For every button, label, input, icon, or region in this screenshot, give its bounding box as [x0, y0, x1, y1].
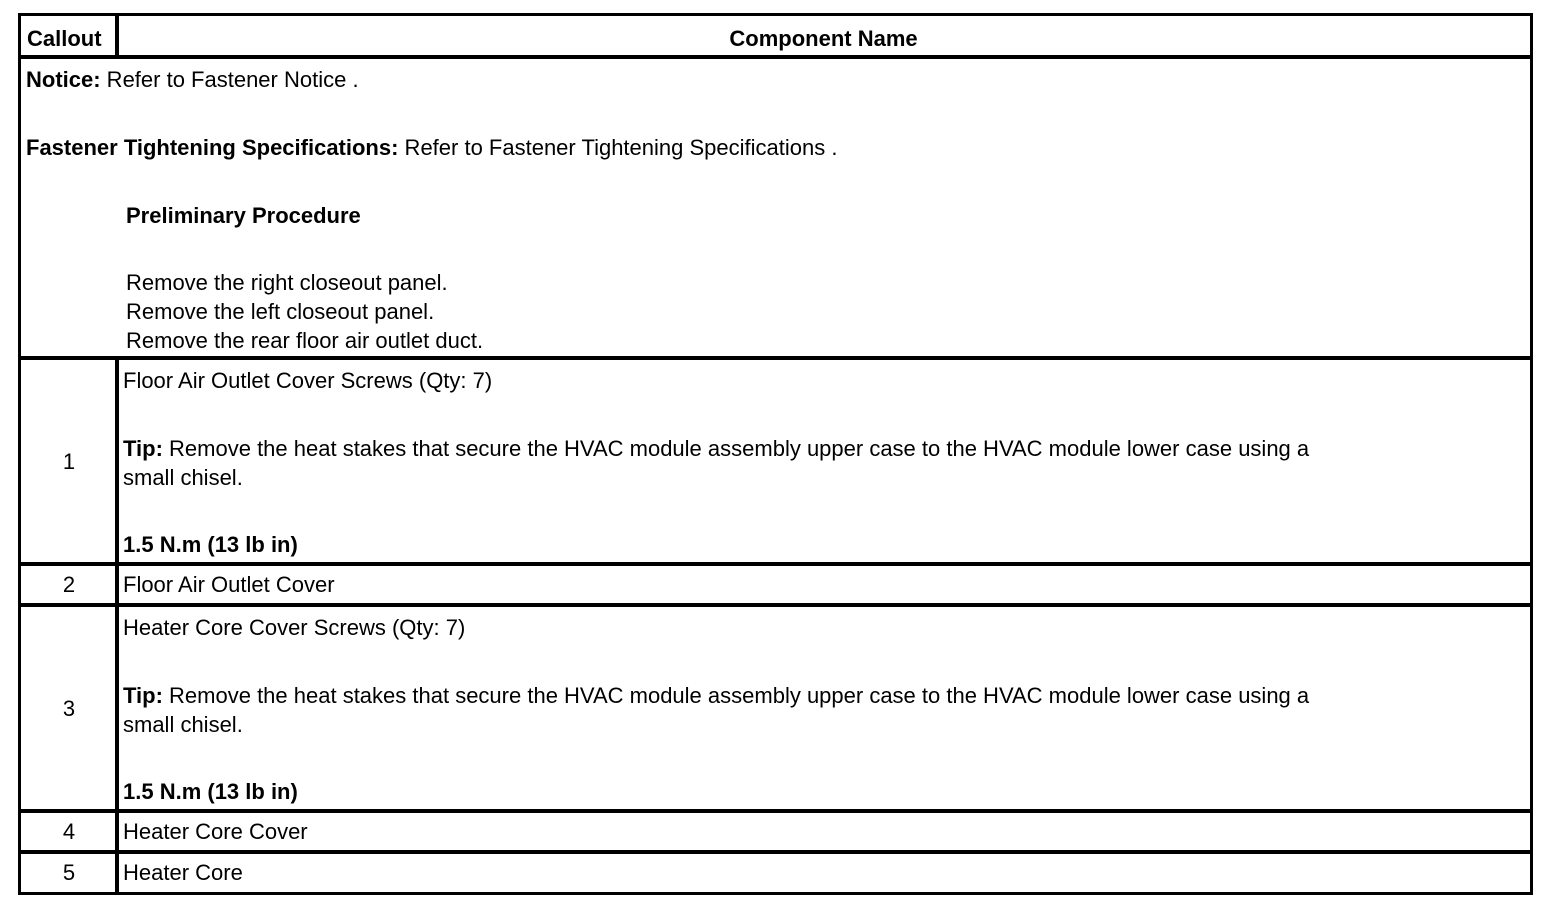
preliminary-step: Remove the left closeout panel. [126, 299, 435, 324]
intro-block [21, 59, 1530, 356]
tip-line [123, 681, 1309, 710]
header-callout: Callout [27, 26, 102, 51]
torque-spec: 1.5 N.m (13 lb in) [123, 779, 298, 804]
notice-line [26, 65, 359, 94]
callout-number: 5 [62, 860, 76, 885]
component-name: Floor Air Outlet Cover Screws (Qty: 7) [123, 368, 493, 393]
component-name: Floor Air Outlet Cover [123, 572, 335, 597]
callout-number: 4 [62, 819, 76, 844]
tip-text: Remove the heat stakes that secure the HVAC module assembly upper case to the HVAC module lower case using a [162, 436, 1310, 461]
tip-text-continued: small chisel. [123, 712, 243, 737]
column-divider [115, 854, 119, 892]
table-row [21, 854, 1530, 892]
preliminary-step: Remove the right closeout panel. [126, 270, 448, 295]
tip-line [123, 434, 1309, 463]
header-component-name: Component Name [729, 26, 918, 51]
tip-label: Tip: [123, 436, 163, 461]
callout-number: 3 [62, 696, 76, 721]
column-divider [115, 566, 119, 603]
table-row [21, 813, 1530, 850]
fastener-spec-text: Refer to Fastener Tightening Specifications . [398, 135, 838, 160]
preliminary-step: Remove the rear floor air outlet duct. [126, 328, 484, 353]
component-name: Heater Core Cover Screws (Qty: 7) [123, 615, 466, 640]
table-row [21, 566, 1530, 603]
notice-text: Refer to Fastener Notice . [100, 67, 359, 92]
column-divider [115, 607, 119, 809]
component-name: Heater Core [123, 860, 243, 885]
notice-label: Notice: [26, 67, 101, 92]
column-divider [115, 813, 119, 850]
table-row [21, 360, 1530, 562]
tip-text: Remove the heat stakes that secure the HVAC module assembly upper case to the HVAC module lower case using a [162, 683, 1310, 708]
header-divider [115, 16, 119, 57]
fastener-spec-label: Fastener Tightening Specifications: [26, 135, 399, 160]
fastener-spec-line [26, 133, 837, 162]
column-divider [115, 360, 119, 562]
component-name: Heater Core Cover [123, 819, 308, 844]
tip-text-continued: small chisel. [123, 465, 243, 490]
callout-number: 2 [62, 572, 76, 597]
tip-label: Tip: [123, 683, 163, 708]
callout-number: 1 [62, 449, 76, 474]
table-row [21, 607, 1530, 809]
torque-spec: 1.5 N.m (13 lb in) [123, 532, 298, 557]
components-table [18, 13, 1533, 895]
preliminary-heading: Preliminary Procedure [126, 203, 361, 228]
